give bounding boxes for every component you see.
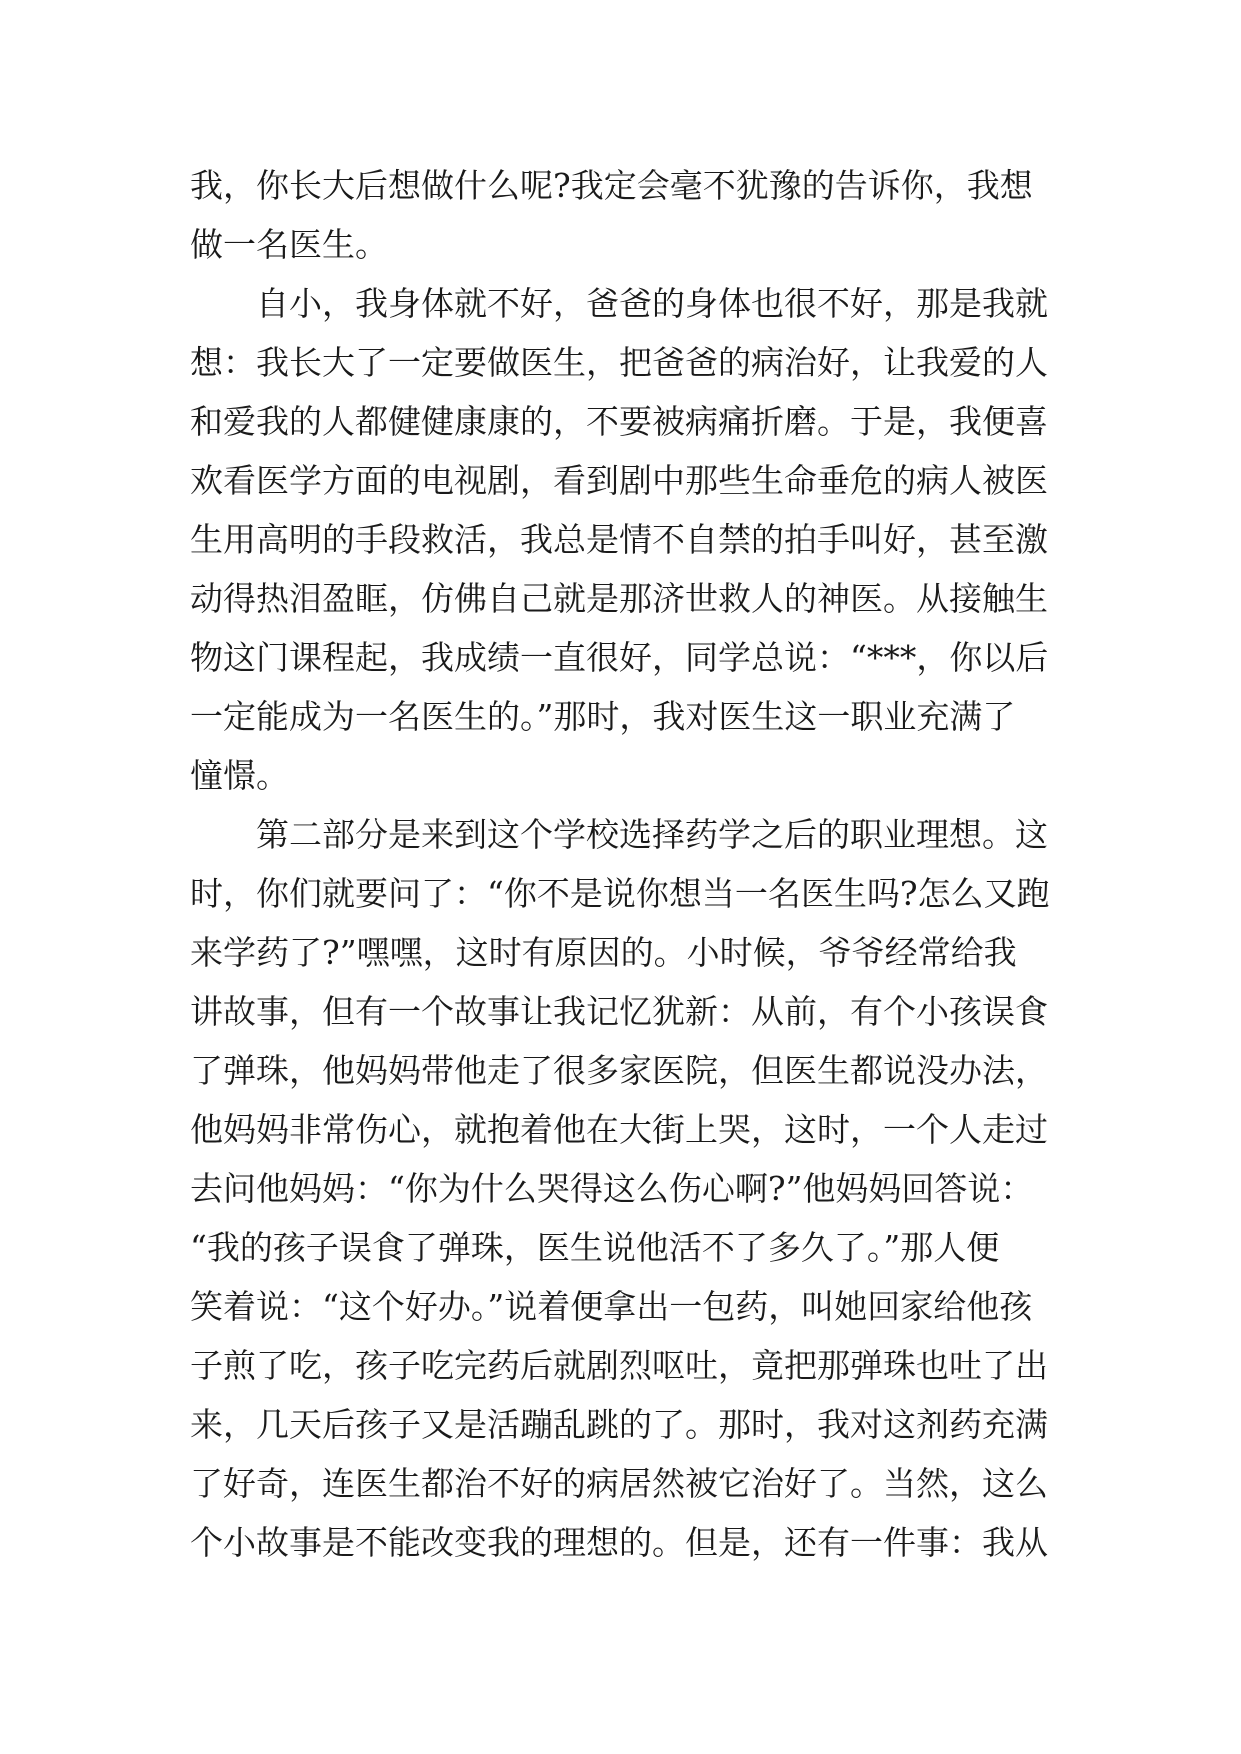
text-line: 去问他妈妈：“你为什么哭得这么伤心啊?”他妈妈回答说： bbox=[190, 1169, 1034, 1208]
text-line: 了弹珠，他妈妈带他走了很多家医院，但医生都说没办法， bbox=[190, 1051, 1048, 1090]
text-line: 做一名医生。 bbox=[190, 225, 388, 264]
text-line: 和爱我的人都健健康康的，不要被病痛折磨。于是，我便喜 bbox=[190, 402, 1048, 441]
text-line: 想：我长大了一定要做医生，把爸爸的病治好，让我爱的人 bbox=[190, 343, 1048, 382]
text-line: 他妈妈非常伤心，就抱着他在大街上哭，这时，一个人走过 bbox=[190, 1110, 1048, 1149]
text-line: 个小故事是不能改变我的理想的。但是，还有一件事：我从 bbox=[190, 1523, 1048, 1562]
text-line: 憧憬。 bbox=[190, 756, 289, 795]
text-line: 一定能成为一名医生的。”那时，我对医生这一职业充满了 bbox=[190, 697, 1016, 736]
text-line: 生用高明的手段救活，我总是情不自禁的拍手叫好，甚至激 bbox=[190, 520, 1048, 559]
text-line: 我，你长大后想做什么呢?我定会毫不犹豫的告诉你，我想 bbox=[190, 166, 1033, 205]
text-line: 欢看医学方面的电视剧，看到剧中那些生命垂危的病人被医 bbox=[190, 461, 1048, 500]
body-text bbox=[190, 156, 1050, 1572]
text-line: 来学药了?”嘿嘿，这时有原因的。小时候，爷爷经常给我 bbox=[190, 933, 1017, 972]
text-line: 来，几天后孩子又是活蹦乱跳的了。那时，我对这剂药充满 bbox=[190, 1405, 1048, 1444]
text-line: “我的孩子误食了弹珠，医生说他活不了多久了。”那人便 bbox=[190, 1228, 1000, 1267]
text-line: 子煎了吃，孩子吃完药后就剧烈呕吐，竟把那弹珠也吐了出 bbox=[190, 1346, 1048, 1385]
text-line: 物这门课程起，我成绩一直很好，同学总说：“***，你以后 bbox=[190, 638, 1049, 677]
text-line: 时，你们就要问了：“你不是说你想当一名医生吗?怎么又跑 bbox=[190, 874, 1050, 913]
text-line: 第二部分是来到这个学校选择药学之后的职业理想。这 bbox=[256, 815, 1048, 854]
text-line: 讲故事，但有一个故事让我记忆犹新：从前，有个小孩误食 bbox=[190, 992, 1048, 1031]
text-line: 了好奇，连医生都治不好的病居然被它治好了。当然，这么 bbox=[190, 1464, 1048, 1503]
text-line: 笑着说：“这个好办。”说着便拿出一包药，叫她回家给他孩 bbox=[190, 1287, 1033, 1326]
text-line: 自小，我身体就不好，爸爸的身体也很不好，那是我就 bbox=[256, 284, 1048, 323]
text-line: 动得热泪盈眶，仿佛自己就是那济世救人的神医。从接触生 bbox=[190, 579, 1048, 618]
